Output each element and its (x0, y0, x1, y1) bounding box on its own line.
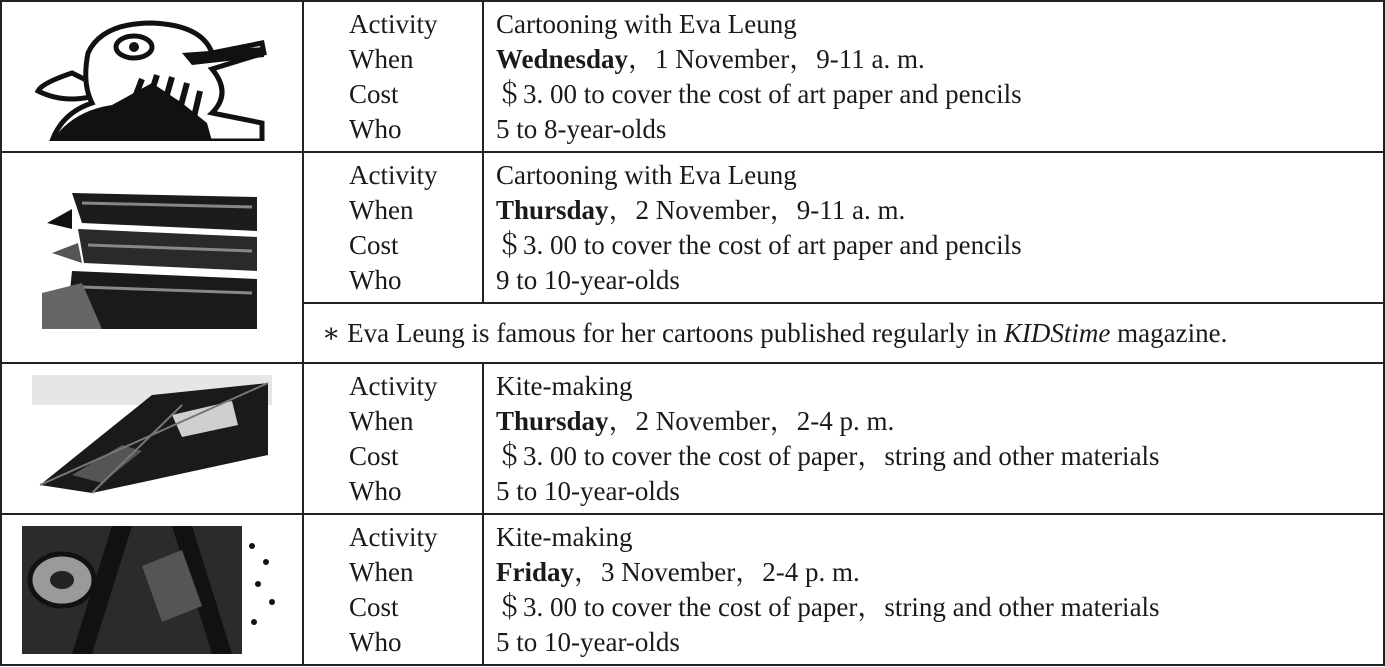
who-label: Who (349, 627, 402, 657)
cost-label: Cost (349, 79, 399, 109)
activity-row-3 (1, 363, 1384, 514)
cost-value: ＄3. 00 to cover the cost of paper，string and other materials (496, 441, 1160, 471)
when-value (496, 404, 1383, 439)
cost-label: Cost (349, 441, 399, 471)
activity-value: Cartooning with Eva Leung (496, 9, 797, 39)
value-cell-4 (483, 514, 1384, 665)
note-text-after: magazine. (1110, 317, 1228, 348)
who-value: 5 to 10-year-olds (496, 627, 680, 657)
when-value (496, 193, 1383, 228)
when-label: When (349, 44, 414, 74)
who-label: Who (349, 114, 402, 144)
value-cell-2 (483, 152, 1384, 303)
day-value: Wednesday (496, 44, 629, 74)
who-label: Who (349, 265, 402, 295)
who-value: 5 to 10-year-olds (496, 476, 680, 506)
cost-value: ＄3. 00 to cover the cost of paper，string and other materials (496, 592, 1160, 622)
note-cell (303, 303, 1384, 363)
cost-label: Cost (349, 592, 399, 622)
label-cell-1 (303, 1, 483, 152)
when-label: When (349, 195, 414, 225)
when-label: When (349, 406, 414, 436)
value-cell-1 (483, 1, 1384, 152)
kite-materials-photo-illustration (22, 526, 282, 654)
image-cell-2 (1, 152, 303, 363)
kite-photo-illustration (32, 375, 272, 503)
duck-cartoon-illustration (32, 13, 272, 141)
date-time-value: ，2 November，9-11 a. m. (608, 195, 906, 225)
who-label: Who (349, 476, 402, 506)
date-time-value: ，1 November，9-11 a. m. (628, 44, 925, 74)
image-cell-4 (1, 514, 303, 665)
activity-label: Activity (349, 522, 438, 552)
who-value: 5 to 8-year-olds (496, 114, 667, 144)
activity-value: Kite-making (496, 371, 633, 401)
value-cell-3 (483, 363, 1384, 514)
image-cell-3 (1, 363, 303, 514)
image-cell-1 (1, 1, 303, 152)
day-value: Friday (496, 557, 574, 587)
activity-row-2 (1, 152, 1384, 303)
activity-value: Cartooning with Eva Leung (496, 160, 797, 190)
label-cell-4 (303, 514, 483, 665)
magazine-name: KIDStime (1003, 317, 1111, 348)
when-label: When (349, 557, 414, 587)
when-value (496, 42, 1383, 77)
pencils-photo-illustration (42, 183, 262, 333)
cost-label: Cost (349, 230, 399, 260)
who-value: 9 to 10-year-olds (496, 265, 680, 295)
activity-label: Activity (349, 160, 438, 190)
cost-value: ＄3. 00 to cover the cost of art paper and pencils (496, 230, 1022, 260)
day-value: Thursday (496, 406, 609, 436)
cost-value: ＄3. 00 to cover the cost of art paper and pencils (496, 79, 1022, 109)
activity-row-4 (1, 514, 1384, 665)
date-time-value: ，2 November，2-4 p. m. (608, 406, 895, 436)
activity-label: Activity (349, 9, 438, 39)
note-text-before: ∗ Eva Leung is famous for her cartoons published regularly in (322, 317, 1004, 348)
activity-label: Activity (349, 371, 438, 401)
activity-value: Kite-making (496, 522, 633, 552)
day-value: Thursday (496, 195, 609, 225)
activity-row-1 (1, 1, 1384, 152)
date-time-value: ，3 November，2-4 p. m. (574, 557, 860, 587)
label-cell-3 (303, 363, 483, 514)
label-cell-2 (303, 152, 483, 303)
when-value (496, 555, 1383, 590)
